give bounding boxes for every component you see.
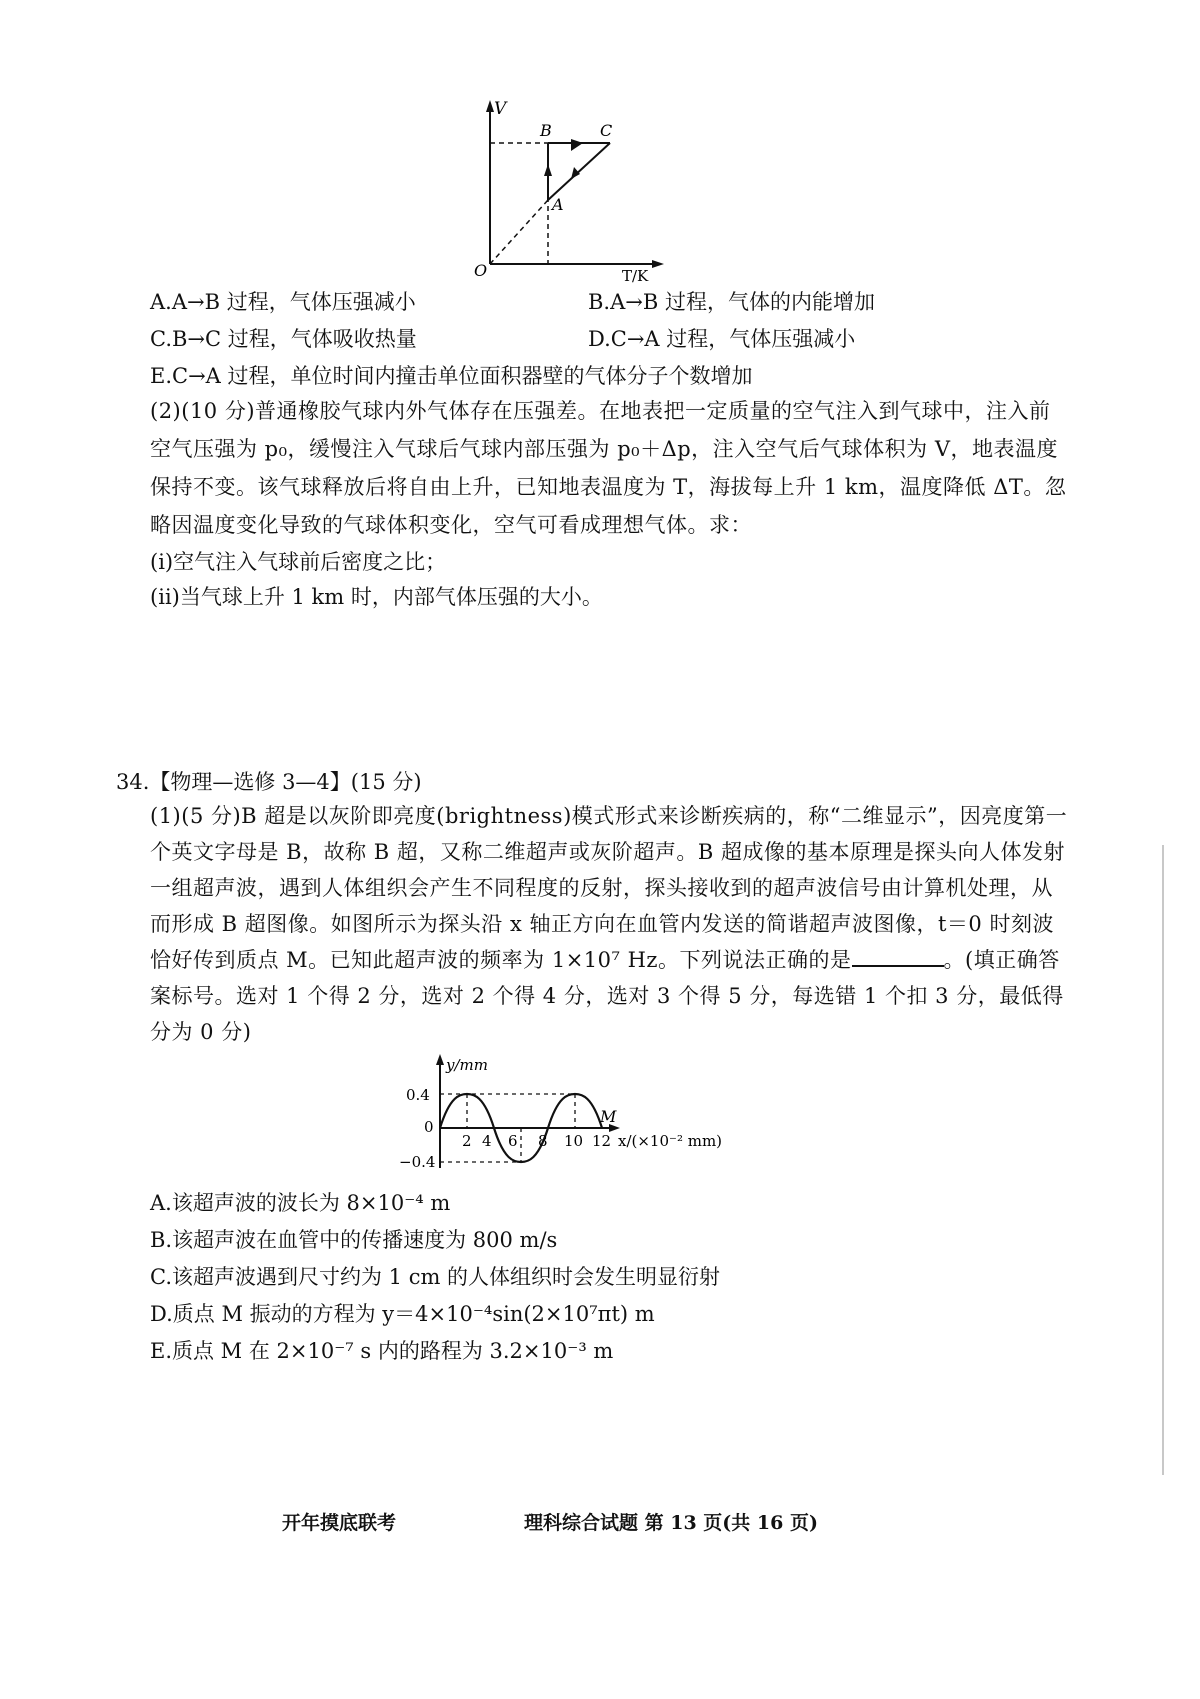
q34-option-c: C.该超声波遇到尺寸约为 1 cm 的人体组织时会发生明显衍射	[150, 1265, 721, 1289]
q34-instruction: 。(填正确答案标号。选对 1 个得 2 分，选对 2 个得 4 分，选对 3 个得 5 分，每选错 1 个扣 3 分，最低得分为 0 分)	[150, 948, 1064, 1044]
answer-blank	[852, 943, 944, 967]
y-axis-label: y/mm	[446, 1056, 488, 1074]
q33-sub-question-1: (ⅰ)空气注入气球前后密度之比；	[150, 550, 447, 574]
scan-edge-line	[1162, 845, 1164, 1475]
q34-option-b: B.该超声波在血管中的传播速度为 800 m/s	[150, 1228, 558, 1252]
x-tick-12: 12	[592, 1132, 612, 1150]
y-tick-zero: 0	[424, 1118, 434, 1136]
q34-intro	[150, 798, 1070, 1050]
q33-option-b: B.A→B 过程，气体的内能增加	[588, 290, 875, 314]
x-axis-label: x/(×10⁻² mm)	[618, 1132, 723, 1150]
x-tick-8: 8	[538, 1132, 548, 1150]
v-axis-label: V	[494, 99, 507, 119]
point-c-label: C	[600, 121, 613, 140]
y-tick-bottom: −0.4	[399, 1153, 436, 1171]
point-a-label: A	[552, 195, 564, 214]
point-m-label: M	[600, 1107, 617, 1126]
q33-option-a: A.A→B 过程，气体压强减小	[150, 290, 416, 314]
q34-heading: 34.【物理—选修 3—4】(15 分)	[116, 770, 422, 794]
y-tick-top: 0.4	[406, 1086, 430, 1104]
q33-sub-question-2: (ⅱ)当气球上升 1 km 时，内部气体压强的大小。	[150, 585, 603, 609]
q34-option-e: E.质点 M 在 2×10⁻⁷ s 内的路程为 3.2×10⁻³ m	[150, 1339, 614, 1363]
x-tick-2: 2	[462, 1132, 472, 1150]
q34-option-d: D.质点 M 振动的方程为 y＝4×10⁻⁴sin(2×10⁷πt) m	[150, 1302, 655, 1326]
process-ca	[548, 143, 610, 200]
q33-option-e: E.C→A 过程，单位时间内撞击单位面积器壁的气体分子个数增加	[150, 364, 753, 388]
q33-part2-text: (2)(10 分)普通橡胶气球内外气体存在压强差。在地表把一定质量的空气注入到气球中，注入前空气压强为 p₀，缓慢注入气球后气球内部压强为 p₀＋Δp，注入空气后气球体积为 V，地表温度保持不变。该气球释放后将自由上升，已知地表温度为 T，海拔每上升 1 km，温度降低 ΔT。忽略因温度变化导致的气球体积变化，空气可看成理想气体。求：	[150, 399, 1067, 537]
footer-page-info: 理科综合试题 第 13 页(共 16 页)	[524, 1512, 818, 1534]
vt-graph	[474, 96, 680, 286]
x-tick-4: 4	[482, 1132, 492, 1150]
point-b-label: B	[540, 121, 552, 140]
x-tick-10: 10	[564, 1132, 584, 1150]
footer-exam-name: 开年摸底联考	[282, 1512, 397, 1534]
wave-graph	[400, 1050, 730, 1180]
x-tick-6: 6	[508, 1132, 518, 1150]
t-axis-label: T/K	[622, 267, 649, 285]
origin-label: O	[474, 261, 488, 280]
q34-option-a: A.该超声波的波长为 8×10⁻⁴ m	[150, 1191, 451, 1215]
q33-option-c: C.B→C 过程，气体吸收热量	[150, 327, 417, 351]
q34-intro-text: (1)(5 分)B 超是以灰阶即亮度(brightness)模式形式来诊断疾病的，称“二维显示”，因亮度第一个英文字母是 B，故称 B 超，又称二维超声或灰阶超声。B 超成像的基本原理是探头向人体发射一组超声波，遇到人体组织会产生不同程度的反射，探头接收到的超声波信号由计算机处理，从而形成 B 超图像。如图所示为探头沿 x 轴正方向在血管内发送的简谐超声波图像，t＝0 时刻波恰好传到质点 M。已知此超声波的频率为 1×10⁷ Hz。下列说法正确的是	[150, 804, 1068, 972]
q33-option-d: D.C→A 过程，气体压强减小	[588, 327, 856, 351]
